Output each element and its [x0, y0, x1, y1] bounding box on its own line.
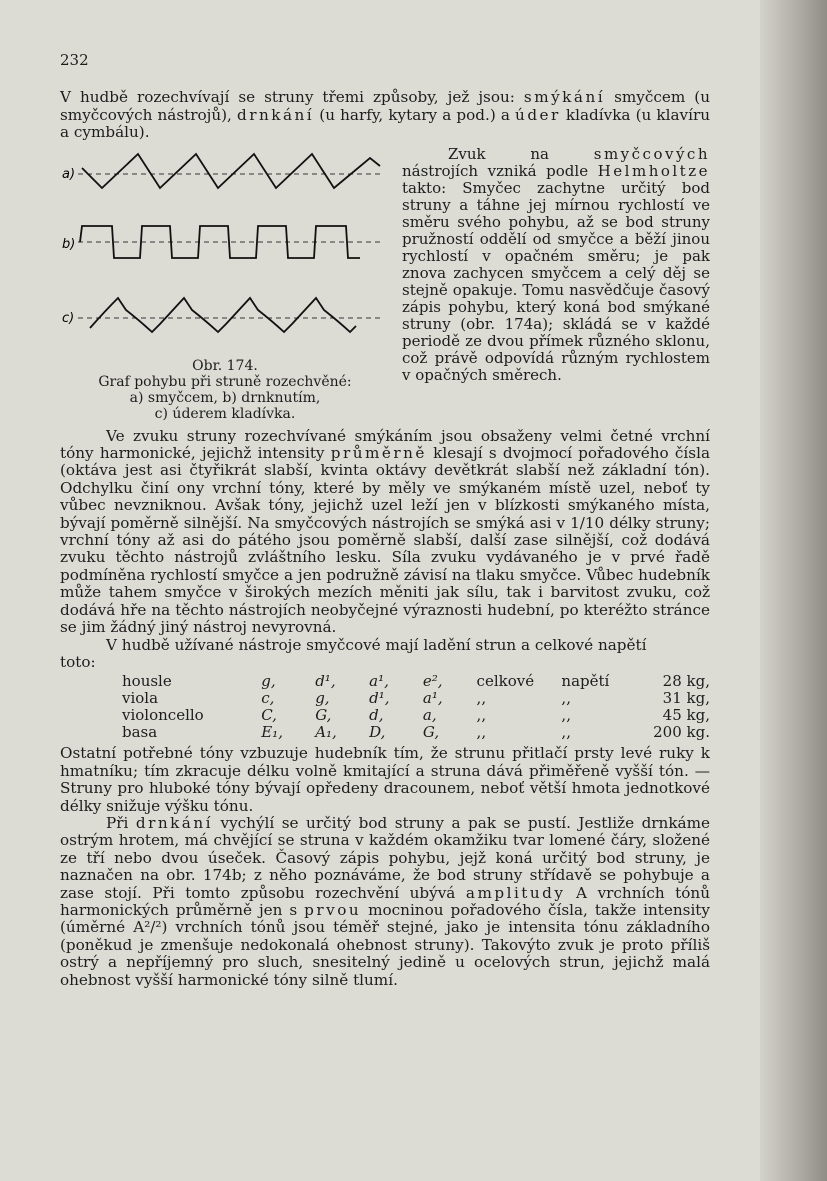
page-text — [60, 52, 710, 989]
side-text: Zvuk na — [448, 145, 594, 163]
term-uder: úder — [515, 105, 561, 124]
cell-s3: d, — [369, 706, 384, 725]
intro-text: kladívka (u klavíru a cymbálu). — [60, 105, 710, 142]
cell-l2: ,, — [561, 706, 571, 725]
intro-text: smyčcem (u smyčcových nástrojů), — [60, 88, 710, 124]
p5-text: Při — [106, 813, 136, 832]
caption-line-2: a) smyčcem, b) drnknutím, — [129, 389, 321, 406]
cell-s3: a¹, — [369, 672, 389, 691]
p5-text: mocninou pořadového čísla, takže intensity (úměrné A²/²) vrchních tónů jsou téměř stejné, jako je intensita tónu základního (poněkud je zmenšuje nedokonalá ohebnost struny). Takovýto zvuk je proto příliš ostrý a nepříjemný pro sluch, snesitelný jedině u ocelových strun, jejichž malá ohebnost vyšší harmonické tóny silně tlumí. — [60, 900, 710, 989]
term-amplitudy: amplitudy — [465, 883, 566, 902]
figure-174 — [60, 146, 390, 422]
cell-s4: e², — [422, 672, 443, 691]
wave-square — [80, 226, 360, 258]
wave-hammer — [90, 298, 356, 332]
cell-name: violoncello — [122, 706, 204, 725]
cell-s3: D, — [369, 723, 386, 742]
page-number: 232 — [60, 51, 89, 69]
term-prumerne: průměrně — [330, 444, 427, 463]
term-smyccovych: smyčcových — [593, 145, 710, 163]
caption-line-1: Graf pohybu při struně rozechvěné: — [98, 373, 352, 390]
cell-val: 200 kg. — [653, 723, 710, 742]
cell-name: basa — [122, 723, 158, 742]
tuning-table — [60, 673, 710, 741]
cell-s4: a, — [422, 706, 437, 725]
term-smykani: smýkání — [523, 88, 606, 107]
table-lead: toto: — [60, 652, 96, 671]
cell-l1: ,, — [476, 723, 487, 742]
cell-l1: celkové — [476, 672, 535, 691]
paragraph-2 — [60, 428, 710, 637]
p2-text: Ve zvuku struny rozechvívané smýkáním jsou obsaženy velmi četné vrchní tóny harmonické, jejichž intensity — [60, 426, 710, 463]
intro-paragraph — [60, 89, 710, 141]
cell-s4: G, — [422, 723, 440, 742]
label-c: c) — [62, 310, 75, 326]
term-drnkani: drnkání — [237, 105, 315, 124]
caption-line-3: c) úderem kladívka. — [154, 405, 296, 422]
p2-text: klesají s dvojmocí pořadového čísla (oktáva jest asi čtyřikrát slabší, kvinta oktávy devětkrát slabší než základní tón). Odchylku činí ony vrchní tóny, které by měly ve smýkaném místě uzel, neboť ty vůbec nevzniknou. Avšak tóny, jejichž uzel leží jen v blízkosti smýkaného místa, bývají poměrně silnější. Na smyčcových nástrojích se smýká asi v — [60, 444, 710, 532]
label-b: b) — [62, 236, 76, 252]
table-row — [60, 724, 710, 741]
p5-text: A vrchních tónů harmonických průměrně jen s — [60, 883, 710, 919]
table-row — [60, 707, 710, 724]
cell-s3: d¹, — [369, 689, 390, 708]
cell-l1: ,, — [476, 706, 487, 725]
paragraph-3: V hudbě užívané nástroje smyčcové mají ladění strun a celkové napětí — [106, 635, 647, 654]
cell-l2: ,, — [561, 689, 571, 708]
fraction-one-tenth: 1/10 — [570, 513, 605, 532]
term-prvou: prvou — [304, 900, 362, 919]
name-helmholtz: Helmholtze — [597, 161, 710, 180]
page-edge-shadow — [760, 0, 827, 1181]
label-a: a) — [62, 166, 76, 182]
cell-val: 28 kg, — [662, 672, 710, 691]
cell-val: 45 kg, — [662, 706, 710, 725]
cell-s1: C, — [261, 706, 277, 725]
cell-s4: a¹, — [422, 689, 443, 708]
side-text: takto: Smyčec zachytne určitý bod struny a táhne jej mírnou rychlostí ve směru svého pohybu, až se bod struny pružností oddělí od smyčce a běží jinou rychlostí v opačném směru; je pak znova zachycen smyčcem a celý děj se stejně opakuje. Tomu nasvědčuje časový zápis pohybu, který koná bod smýkané struny (obr. 174a); skládá se v každé periodě ze dvou přímek různého sklonu, což právě odpovídá různým rychlostem v opačných směrech. — [402, 178, 710, 384]
intro-text: (u harfy, kytary a pod.) a — [314, 105, 516, 124]
p5-text: vychýlí se určitý bod struny a pak se pustí. Jestliže drnkáme ostrým hrotem, má chvějící se struna v každém okamžiku tvar lomené čáry, složené ze tří nebo dvou úseček. Časový zápis pohybu, jejž koná určitý bod struny, je naznačen na obr. 174b; z něho poznáváme, že bod struny střídavě se pohybuje a zase stojí. Při tomto způsobu rozechvění ubývá — [60, 813, 710, 902]
cell-val: 31 kg, — [662, 689, 710, 708]
cell-s2: G, — [315, 706, 332, 725]
waveform-graphs — [60, 146, 390, 356]
cell-s2: d¹, — [315, 672, 336, 691]
wave-sawtooth — [82, 154, 380, 188]
cell-l2: ,, — [561, 723, 571, 742]
figure-caption — [60, 358, 390, 422]
cell-s1: g, — [261, 672, 276, 691]
term-drnkani-2: drnkání — [135, 813, 214, 832]
figure-title: Obr. 174. — [192, 357, 258, 374]
intro-text: V hudbě rozechvívají se struny třemi způsoby, jež jsou: — [60, 88, 524, 107]
cell-s1: E₁, — [261, 723, 283, 742]
p2-text: délky struny; vrchní tóny až asi do pátého jsou poměrně slabší, další zase silnější, což dodává zvuku těchto nástrojů zvláštního lesku. Síla zvuku vydávaného je v prvé řadě podmíněna rychlostí smyčce a jen podružně závisí na tlaku smyčce. Vůbec hudebník může tahem smyčce v širokých mezích měniti jak sílu, tak i barvitost zvuku, což dodává hře na těchto nástrojích neobyčejné výraznosti hudební, po kteréžto stránce se jim žádný jiný nástroj nevyrovná. — [60, 513, 710, 637]
cell-l2: napětí — [561, 672, 610, 691]
paragraph-4: Ostatní potřebné tóny vzbuzuje hudebník tím, že strunu přitlačí prsty levé ruky k hmatníku; tím zkracuje délku volně kmitající a struna dává přiměřeně vyšší tón. — Struny pro hluboké tóny bývají opředeny dracounem, neboť větší hmota jednotkové délky snižuje výšku tónu. — [60, 744, 710, 815]
cell-s2: A₁, — [315, 723, 337, 742]
table-row — [60, 673, 710, 690]
cell-s1: c, — [261, 689, 275, 708]
table-row — [60, 690, 710, 707]
figure-block — [60, 146, 710, 428]
side-text: nástrojích vzniká podle — [402, 161, 598, 180]
cell-name: housle — [122, 672, 172, 691]
cell-s2: g, — [315, 689, 330, 708]
cell-l1: ,, — [476, 689, 487, 708]
paragraph-5 — [60, 815, 710, 989]
cell-name: viola — [122, 689, 159, 708]
